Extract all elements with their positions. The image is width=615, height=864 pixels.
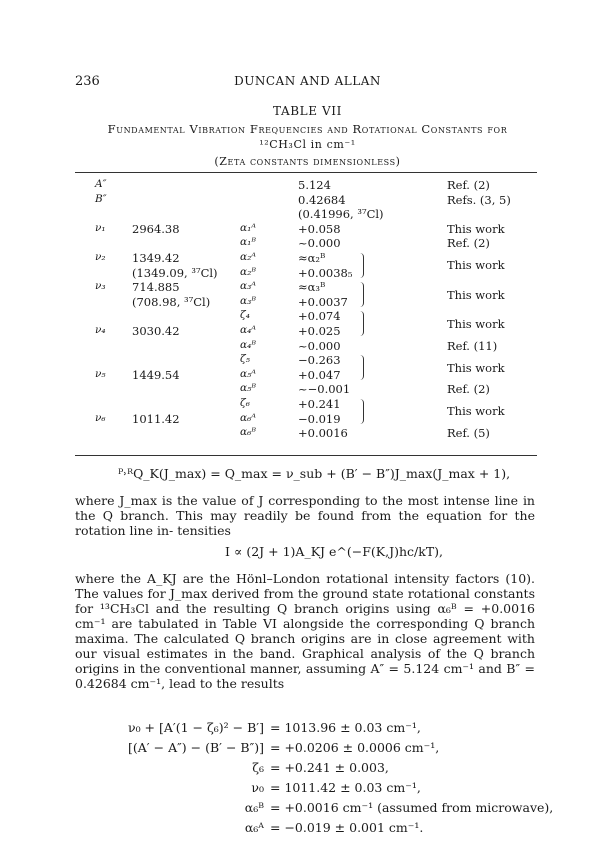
cell-constant: α₂ᴮ <box>240 265 257 278</box>
table-title: Fundamental Vibration Frequencies and Rotational Constants for <box>107 122 508 136</box>
cell-reference-this-work: This work <box>447 316 505 331</box>
cell-reference: Ref. (2) <box>447 178 490 192</box>
cell-value: +0.047 <box>298 367 341 382</box>
brace <box>360 355 364 380</box>
cell-value: ≈α₂ᴮ <box>298 251 326 265</box>
equation-q-branch: ᴾ˒ᴿQ_K(J_max) = Q_max = ν_sub + (B′ − B″)J_max(J_max + 1), <box>118 466 511 481</box>
cell-frequency: 1449.54 <box>132 367 180 382</box>
cell-constant: α₃ᴮ <box>240 294 257 307</box>
table-bottom-rule <box>75 455 537 456</box>
cell-mode: ν₄ <box>95 324 106 336</box>
cell-constant: ζ₅ <box>240 353 250 366</box>
cell-constant: α₄ᴮ <box>240 338 257 351</box>
result-lhs: ν₀ <box>251 780 264 795</box>
cell-value: (0.41996, ³⁷Cl) <box>298 207 384 222</box>
cell-frequency: 3030.42 <box>132 324 180 338</box>
cell-constant: α₆ᴮ <box>240 426 257 439</box>
brace <box>360 399 364 424</box>
cell-frequency: (1349.09, ³⁷Cl) <box>132 265 218 280</box>
result-lhs: ζ₆ <box>252 760 264 775</box>
cell-value: +0.0016 <box>298 426 348 441</box>
cell-mode: ν₃ <box>95 280 106 293</box>
result-rhs: = 1013.96 ± 0.03 cm⁻¹, <box>270 720 421 735</box>
cell-reference-this-work: This work <box>447 360 505 375</box>
cell-mode: ν₆ <box>95 411 106 424</box>
running-head: DUNCAN AND ALLAN <box>234 74 381 88</box>
table-label: TABLE VII <box>273 104 342 118</box>
cell-value: +0.074 <box>298 309 341 324</box>
cell-constant: α₅ᴬ <box>240 367 257 380</box>
cell-value: 0.42684 <box>298 192 346 207</box>
cell-value: +0.058 <box>298 221 341 236</box>
cell-constant: α₁ᴮ <box>240 236 257 249</box>
cell-value: −0.263 <box>298 353 341 368</box>
cell-reference: Ref. (2) <box>447 236 490 251</box>
cell-constant: α₄ᴬ <box>240 324 257 336</box>
cell-reference: Ref. (2) <box>447 382 490 397</box>
cell-value: ≈α₃ᴮ <box>298 280 326 295</box>
cell-constant: ζ₄ <box>240 309 250 322</box>
brace <box>360 282 364 307</box>
cell-value: ~0.000 <box>298 236 341 251</box>
result-rhs: = +0.0016 cm⁻¹ (assumed from microwave), <box>270 800 554 815</box>
cell-reference-this-work: This work <box>447 287 505 302</box>
cell-constant: α₅ᴮ <box>240 382 257 395</box>
cell-frequency: 714.885 <box>132 280 180 295</box>
cell-mode: B″ <box>95 192 107 205</box>
cell-reference: Ref. (5) <box>447 426 490 441</box>
result-lhs: α₆ᴬ <box>244 820 264 835</box>
cell-value: +0.0037 <box>298 294 348 309</box>
cell-reference-this-work: This work <box>447 258 505 273</box>
cell-reference-this-work: This work <box>447 404 505 419</box>
brace <box>360 253 364 278</box>
cell-reference: This work <box>447 221 505 236</box>
result-lhs: α₆ᴮ <box>244 800 264 815</box>
cell-reference: Refs. (3, 5) <box>447 192 511 207</box>
cell-frequency: 1349.42 <box>132 251 180 265</box>
cell-value: ~0.000 <box>298 338 341 353</box>
cell-constant: α₁ᴬ <box>240 221 257 234</box>
table-top-rule <box>75 172 537 173</box>
cell-frequency: 2964.38 <box>132 221 180 236</box>
cell-value: 5.124 <box>298 178 331 192</box>
cell-value: +0.025 <box>298 324 341 338</box>
cell-frequency: 1011.42 <box>132 411 180 426</box>
result-rhs: = −0.019 ± 0.001 cm⁻¹. <box>270 820 424 835</box>
result-rhs: = +0.0206 ± 0.0006 cm⁻¹, <box>270 740 440 755</box>
cell-constant: α₂ᴬ <box>240 251 257 263</box>
cell-value: +0.241 <box>298 397 341 411</box>
cell-value: ~−0.001 <box>298 382 351 397</box>
cell-mode: ν₂ <box>95 251 106 263</box>
paragraph-1: where J_max is the value of J corresponding to the most intense line in the Q branch. This may readily be found from the equation for the rotation line in- tensities <box>75 493 535 538</box>
cell-constant: α₃ᴬ <box>240 280 257 293</box>
result-lhs: ν₀ + [A′(1 − ζ₆)² − B′] <box>127 720 264 735</box>
cell-value: +0.0038₅ <box>298 265 353 280</box>
cell-frequency: (708.98, ³⁷Cl) <box>132 294 211 309</box>
table-title-molecule: ¹²CH₃Cl in cm⁻¹ <box>259 138 356 151</box>
cell-value: −0.019 <box>298 411 341 426</box>
result-rhs: = 1011.42 ± 0.03 cm⁻¹, <box>270 780 421 795</box>
cell-mode: A″ <box>95 178 107 190</box>
cell-mode: ν₁ <box>95 221 106 234</box>
brace <box>360 311 364 336</box>
cell-mode: ν₅ <box>95 367 106 380</box>
equation-intensity: I ∝ (2J + 1)A_KJ e^(−F(K,J)hc/kT), <box>225 544 444 559</box>
result-rhs: = +0.241 ± 0.003, <box>270 760 389 775</box>
paragraph-2: where the A_KJ are the Hönl–London rotational intensity factors (10). The values for J_max derived from the ground state rotational constants for ¹³CH₃Cl and the resulting Q branch origins using α₆ᴮ = +0.0016 cm⁻¹ are tabulated in Table VI alongside the corresponding Q branch maxima. The calculated Q branch origins are in close agreement with our visual estimates in the band. Graphical analysis of the Q branch origins in the conventional manner, assuming A″ = 5.124 cm⁻¹ and B″ = 0.42684 cm⁻¹, lead to the results <box>75 571 535 691</box>
cell-constant: α₆ᴬ <box>240 411 257 424</box>
table-subtitle: (Zeta constants dimensionless) <box>214 155 401 168</box>
cell-reference: Ref. (11) <box>447 338 498 353</box>
page-number: 236 <box>75 74 100 89</box>
result-lhs: [(A′ − A″) − (B′ − B″)] <box>128 740 264 755</box>
cell-constant: ζ₆ <box>240 397 250 409</box>
